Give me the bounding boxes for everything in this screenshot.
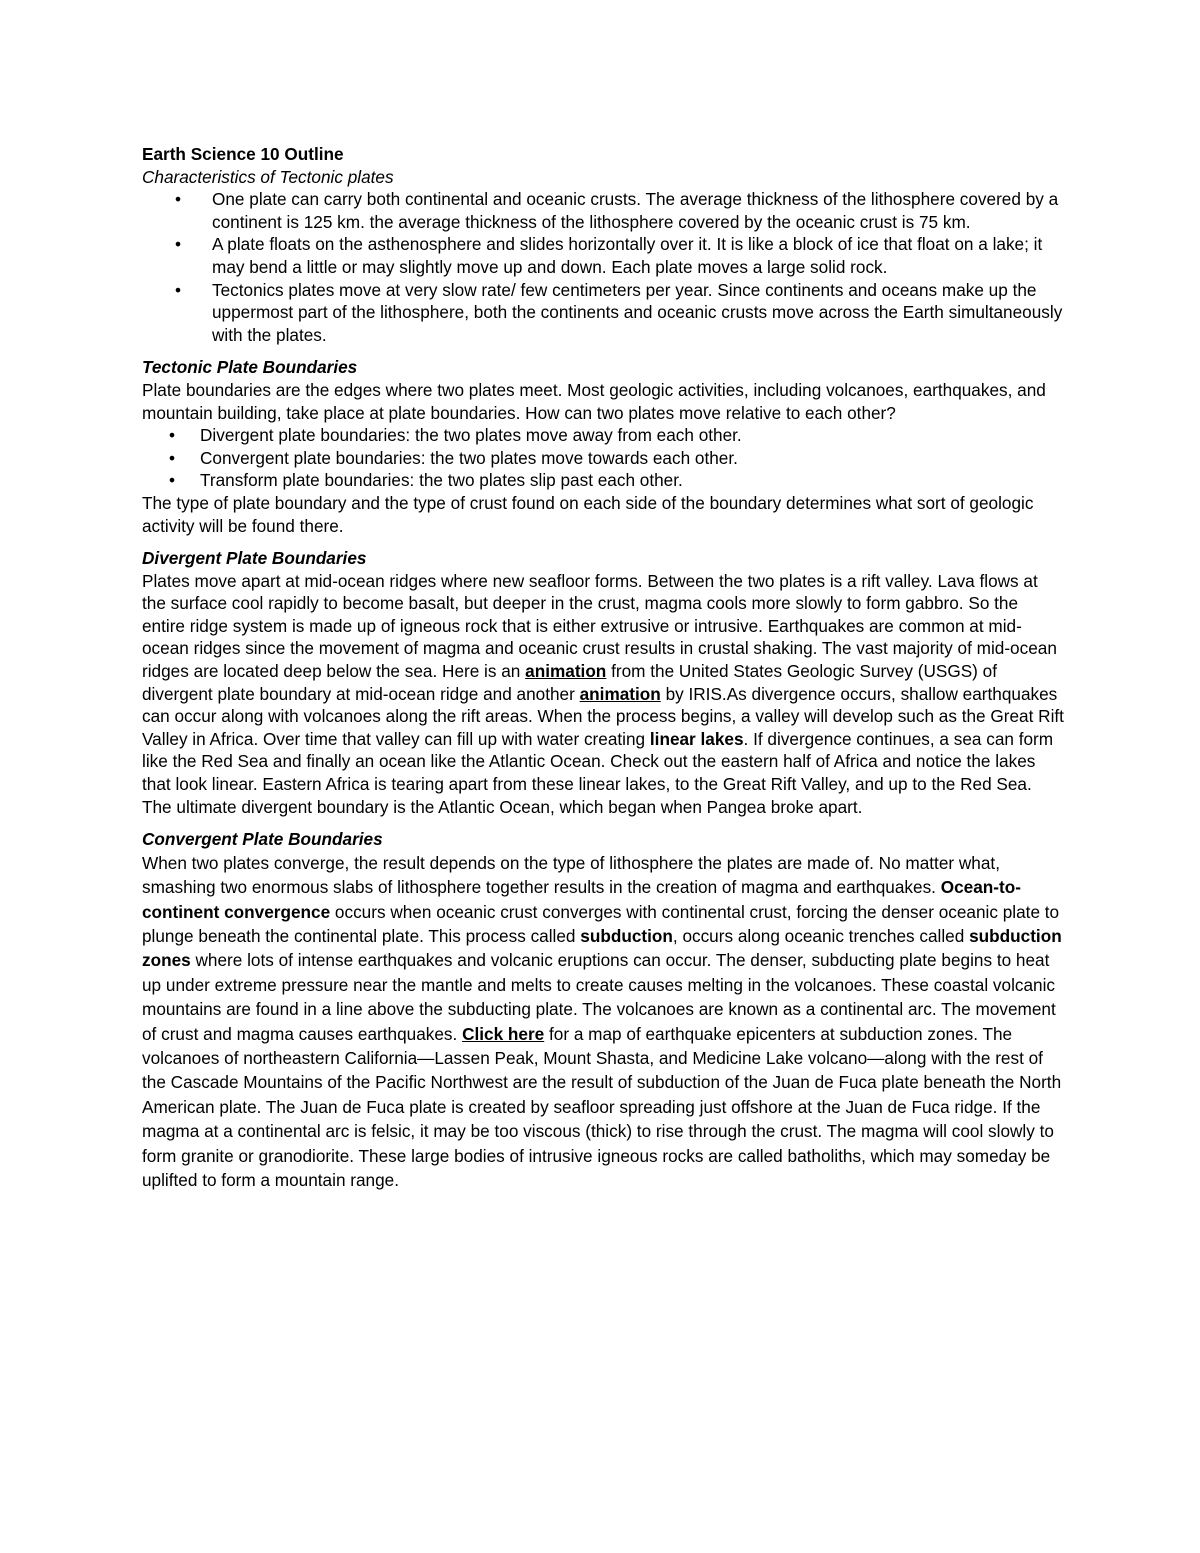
subduction-term: subduction — [580, 926, 673, 947]
subduction-zones-term: subduction zones — [142, 926, 1062, 971]
ocean-continent-term: Ocean-to-continent convergence — [142, 877, 1021, 922]
text-span: . If divergence continues, a sea can form like the Red Sea and finally an ocean like the Atlantic Ocean. Check out the eastern half of Africa and notice the lakes that look linear. Eastern Africa is tearing apart from these linear lakes, to the Great Rift Valley, and up to the Red Sea. The ultimate divergent boundary is the Atlantic Ocean, which began when Pangea broke apart. — [142, 728, 1054, 817]
list-item: • Divergent plate boundaries: the two plates move away from each other. — [142, 424, 1064, 447]
list-item: • Transform plate boundaries: the two plates slip past each other. — [142, 469, 1064, 492]
convergent-heading: Convergent Plate Boundaries — [142, 829, 383, 850]
boundaries-intro: Plate boundaries are the edges where two plates meet. Most geologic activities, including volcanoes, earthquakes, and mountain building, take place at plate boundaries. How can two plates move relative to each other? — [142, 379, 1046, 423]
convergent-paragraph — [142, 851, 1064, 1193]
text-span: for a map of earthquake epicenters at subduction zones. The volcanoes of northeastern California—Lassen Peak, Mount Shasta, and Medicine Lake volcano—along with the rest of the Cascade Mountains of the Pacific Northwest are the result of subduction of the Juan de Fuca plate beneath the North American plate. The Juan de Fuca plate is created by seafloor spreading just offshore at the Juan de Fuca ridge. If the magma at a continental arc is felsic, it may be too viscous (thick) to rise through the crust. The magma will cool slowly to form granite or granodiorite. These large bodies of intrusive igneous rocks are called batholiths, which may someday be uplifted to form a mountain range. — [142, 1023, 1062, 1191]
list-item: • Tectonics plates move at very slow rate/ few centimeters per year. Since continents and oceans make up the uppermost part of the lithosphere, both the continents and oceanic crusts move across the Earth simultaneously with the plates. — [142, 279, 1064, 347]
list-item: • One plate can carry both continental and oceanic crusts. The average thickness of the lithosphere covered by a continent is 125 km. the average thickness of the lithosphere covered by the oceanic crust is 75 km. — [142, 188, 1064, 233]
document-title: Earth Science 10 Outline — [142, 144, 344, 164]
boundaries-heading: Tectonic Plate Boundaries — [142, 357, 358, 378]
text-span: by IRIS.As divergence occurs, shallow earthquakes can occur along with volcanoes along the rift areas. When the process begins, a valley will develop such as the Great Rift Valley in Africa. Over time that valley can fill up with water creating — [142, 683, 1064, 749]
text-span: where lots of intense earthquakes and volcanic eruptions can occur. The denser, subducting plate begins to heat up under extreme pressure near the mantle and melts to create causes melting in the volcanoes. These coastal volcanic mountains are found in a line above the subducting plate. The volcanoes are known as a continental arc. The movement of crust and magma causes earthquakes. — [142, 950, 1056, 1044]
linear-lakes-term: linear lakes — [649, 728, 744, 749]
divergent-paragraph — [142, 570, 1064, 819]
divergent-heading: Divergent Plate Boundaries — [142, 548, 367, 569]
iris-animation-link[interactable]: animation — [579, 683, 661, 704]
text-span: Plates move apart at mid-ocean ridges where new seafloor forms. Between the two plates is a rift valley. Lava flows at the surface cool rapidly to become basalt, but deeper in the crust, magma cools more slowly to form gabbro. So the entire ridge system is made up of igneous rock that is either extrusive or intrusive. Earthquakes are common at mid-ocean ridges since the movement of magma and oceanic crust results in crustal shaking. The vast majority of mid-ocean ridges are located deep below the sea. Here is an — [142, 570, 1057, 682]
text-span: from the United States Geologic Survey (USGS) of divergent plate boundary at mid-ocean ridge and another — [142, 661, 998, 704]
click-here-link[interactable]: Click here — [462, 1023, 545, 1044]
list-item: • A plate floats on the asthenosphere and slides horizontally over it. It is like a block of ice that float on a lake; it may bend a little or may slightly move up and down. Each plate moves a large solid rock. — [142, 233, 1064, 278]
text-span: , occurs along oceanic trenches called — [672, 926, 970, 947]
characteristics-list — [142, 188, 1064, 346]
characteristics-heading: Characteristics of Tectonic plates — [142, 166, 394, 187]
text-span: occurs when oceanic crust converges with continental crust, forcing the denser oceanic plate to plunge beneath the continental plate. This process called — [142, 901, 1060, 947]
boundaries-outro: The type of plate boundary and the type of crust found on each side of the boundary determines what sort of geologic activity will be found there. — [142, 492, 1034, 536]
usgs-animation-link[interactable]: animation — [525, 661, 607, 682]
list-item: • Convergent plate boundaries: the two plates move towards each other. — [142, 447, 1064, 470]
text-span: When two plates converge, the result depends on the type of lithosphere the plates are made of. No matter what, smashing two enormous slabs of lithosphere together results in the creation of magma and earthquakes. — [142, 852, 1000, 898]
document-page — [142, 143, 1064, 1193]
boundaries-list — [142, 424, 1064, 492]
